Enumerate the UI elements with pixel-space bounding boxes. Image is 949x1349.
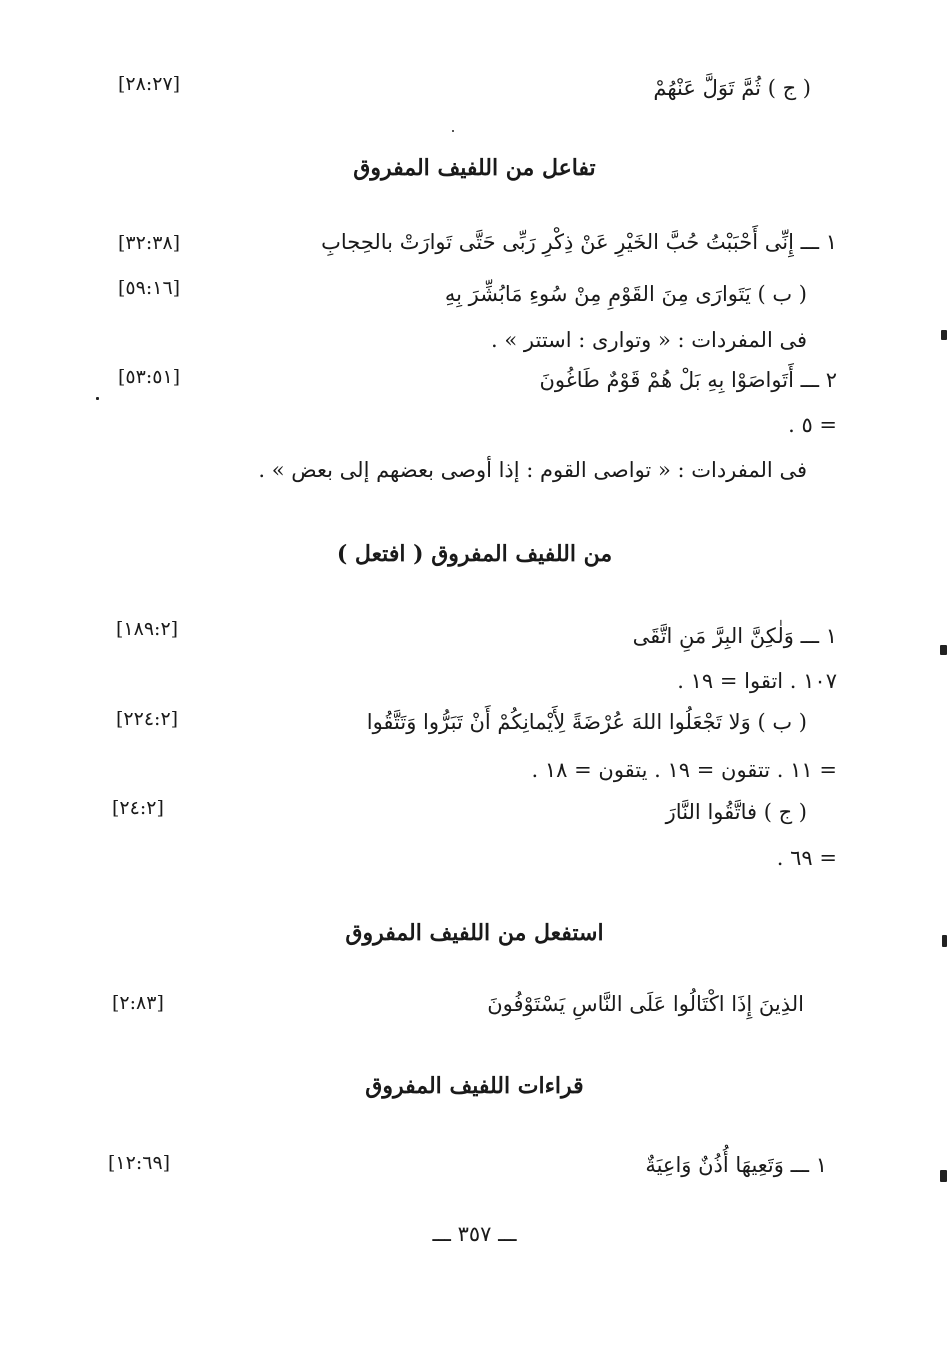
verse-item-1: ١ ـــ وَتَعِيهَا أُذُنٌ وَاعِيَةٌ [645, 1153, 827, 1177]
section-heading-iftaal: ( افتعل ) من اللفيف المفروق [336, 541, 613, 567]
verse-item-1b: ( ب ) وَلا تَجْعَلُوا اللهَ عُرْضَةً لِأَيْمانِكُمْ أَنْ تَبَرُّوا وَتَتَّقُوا [366, 710, 807, 734]
verse-item-1b: ( ب ) يَتَوارَى مِنَ القَوْمِ مِنْ سُوءِ مَابُشِّرَ بِهِ [444, 282, 807, 306]
verse-ref: [٢٢٤:٢] [116, 708, 179, 730]
occurrence-count: = ٦٩ . [776, 846, 837, 870]
section-heading-istafaal: استفعل من اللفيف المفروق [345, 920, 604, 946]
verse-ref: [١٢:٦٩] [108, 1152, 171, 1174]
section-heading-tafaal: تفاعل من اللفيف المفروق [353, 155, 596, 181]
verse-ref: [٣٢:٣٨] [118, 232, 181, 254]
scan-speck [940, 1170, 947, 1182]
verse-ref: [٥٣:٥١] [118, 366, 181, 388]
verse-item-1: ١ ـــ وَلٰكِنَّ البِرَّ مَنِ اتَّقَى [632, 624, 837, 648]
vocab-note: فى المفردات : « تواصى القوم : إذا أوصى بعضهم إلى بعض » . [258, 458, 807, 482]
verse-item: الذِينَ إِذَا اكْتَالُوا عَلَى النَّاسِ يَسْتَوْفُونَ [487, 992, 804, 1016]
occurrence-count: ١٠٧ . اتقوا = ١٩ . [677, 669, 837, 693]
scan-speck [940, 645, 947, 655]
verse-c: ( ج ) ثُمَّ تَوَلَّ عَنْهُمْ [653, 76, 811, 100]
scan-speck [96, 397, 99, 400]
verse-ref: [٢٨:٢٧] [118, 73, 181, 95]
scan-speck [941, 330, 947, 340]
verse-ref: [٢:٨٣] [112, 992, 164, 1014]
verse-item-2: ٢ ـــ أَتَواصَوْا بِهِ بَلْ هُمْ قَوْمٌ طَاغُونَ [539, 368, 837, 392]
occurrence-count: = ١١ . تتقون = ١٩ . يتقون = ١٨ . [531, 758, 837, 782]
page-number: ـــ ٣٥٧ ـــ [432, 1222, 517, 1246]
verse-ref: [١٨٩:٢] [116, 618, 179, 640]
vocab-note: فى المفردات : « وتوارى : استتر » . [491, 328, 807, 352]
verse-item-1c: ( ج ) فاتَّقُوا النَّارَ [665, 800, 807, 824]
section-heading-qiraat: قراءات اللفيف المفروق [365, 1073, 584, 1099]
scan-speck [942, 935, 947, 947]
verse-ref: [٥٩:١٦] [118, 277, 181, 299]
verse-item-1: ١ ـــ إِنِّى أَحْبَبْتُ حُبَّ الخَيْرِ عَنْ ذِكْرِ رَبِّى حَتَّى تَوارَتْ بالحِجابِ [321, 230, 837, 254]
verse-ref: [٢٤:٢] [112, 797, 164, 819]
scan-speck [452, 130, 454, 132]
occurrence-count: = ٥ . [788, 413, 837, 437]
